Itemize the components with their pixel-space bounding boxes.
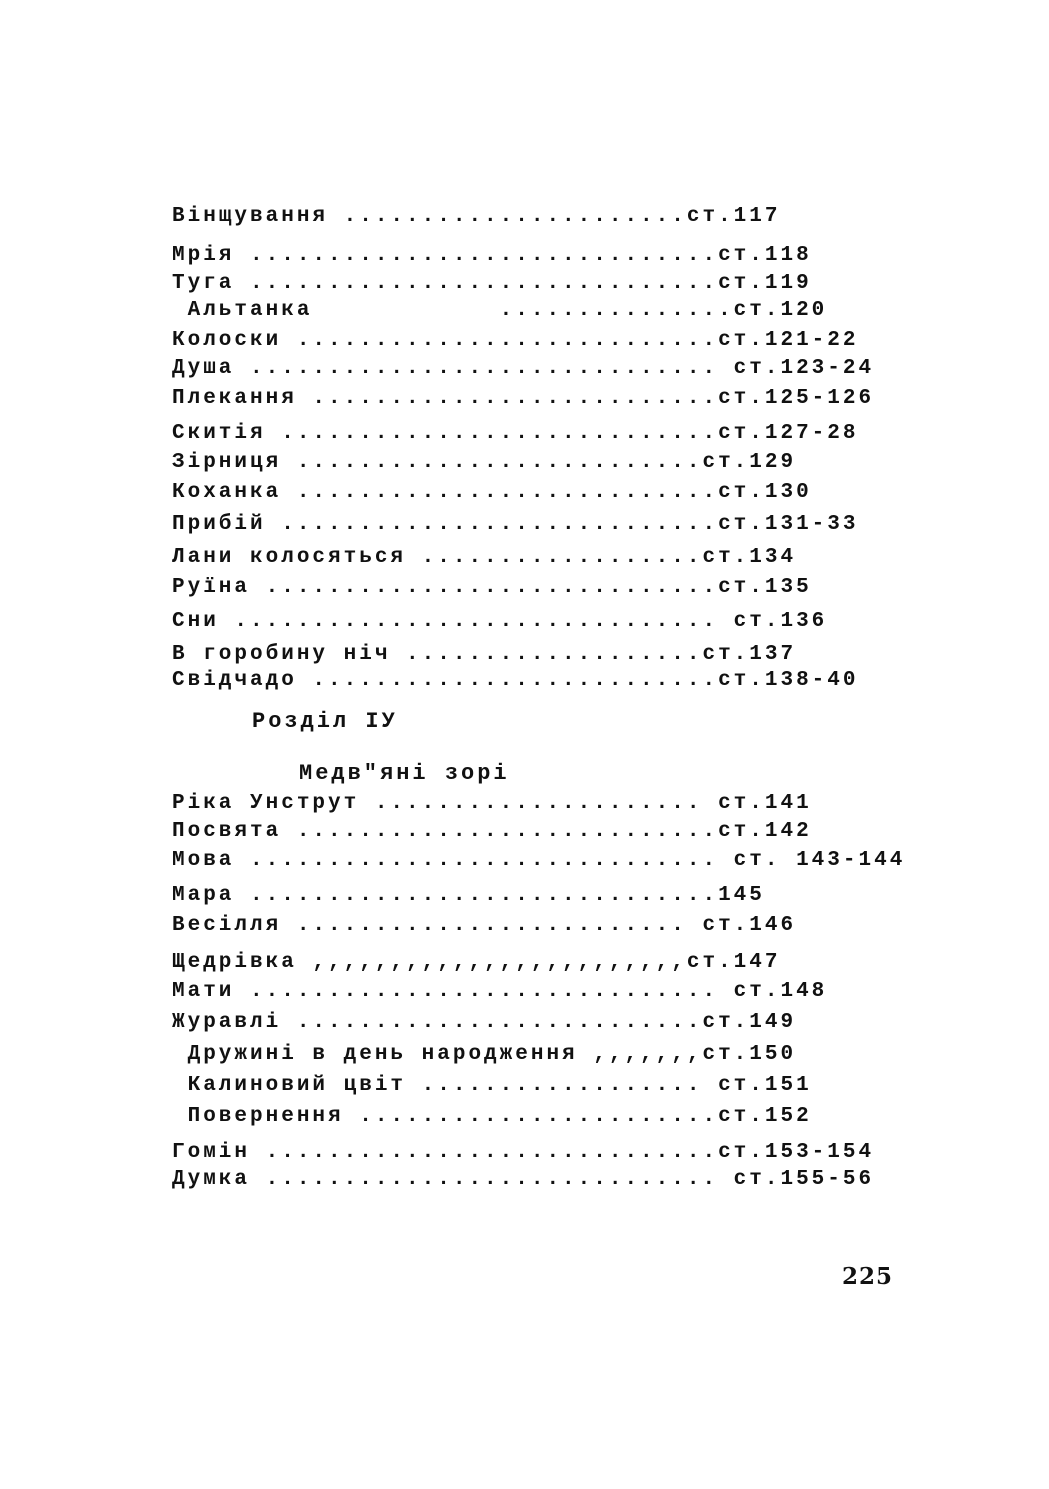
toc-entry: Сни ............................... ст.136 — [172, 610, 828, 633]
toc-entry: Туга ..............................ст.119 — [172, 272, 812, 295]
toc-entry: Мрія ..............................ст.118 — [172, 244, 812, 267]
toc-entry: Ріка Унструт ..................... ст.141 — [172, 792, 812, 815]
toc-entry: Альтанка ...............ст.120 — [172, 299, 828, 322]
toc-entry: Калиновий цвіт .................. ст.151 — [172, 1074, 812, 1097]
toc-entry: Лани колосяться ..................ст.134 — [172, 546, 797, 569]
toc-entry: Руїна .............................ст.135 — [172, 576, 812, 599]
toc-entry: Мати .............................. ст.148 — [172, 980, 828, 1003]
toc-entry: Прибій ............................ст.131-33 — [172, 513, 859, 536]
toc-entry: Гомін .............................ст.153-154 — [172, 1141, 875, 1164]
toc-entry: Дружині в день народження ,,,,,,,ст.150 — [172, 1043, 797, 1066]
section-title: Медв"яні зорі — [299, 761, 510, 786]
toc-entry: Коханка ...........................ст.130 — [172, 481, 812, 504]
toc-entry: Колоски ...........................ст.121-22 — [172, 329, 859, 352]
toc-entry: Скитія ............................ст.127-28 — [172, 422, 859, 445]
toc-entry: Свідчадо ..........................ст.138-40 — [172, 669, 859, 692]
toc-entry: Мара ..............................145 — [172, 884, 765, 907]
section-number: Розділ IУ — [252, 709, 398, 734]
toc-entry: Плекання ..........................ст.125-126 — [172, 387, 875, 410]
toc-entry: Думка ............................. ст.155-56 — [172, 1168, 875, 1191]
toc-entry: Весілля ......................... ст.146 — [172, 914, 797, 937]
toc-entry: Повернення .......................ст.152 — [172, 1105, 812, 1128]
toc-entry: Мова .............................. ст. 143-144 — [172, 849, 906, 872]
toc-entry: Душа .............................. ст.123-24 — [172, 357, 875, 380]
toc-entry: Журавлі ..........................ст.149 — [172, 1011, 797, 1034]
page-number: 225 — [842, 1263, 894, 1290]
toc-entry: В горобину ніч ...................ст.137 — [172, 643, 797, 666]
toc-entry: Зірниця ..........................ст.129 — [172, 451, 797, 474]
toc-entry: Вінщування ......................ст.117 — [172, 205, 781, 228]
toc-entry: Посвята ...........................ст.142 — [172, 820, 812, 843]
toc-entry: Щедрівка ,,,,,,,,,,,,,,,,,,,,,,,,ст.147 — [172, 951, 781, 974]
